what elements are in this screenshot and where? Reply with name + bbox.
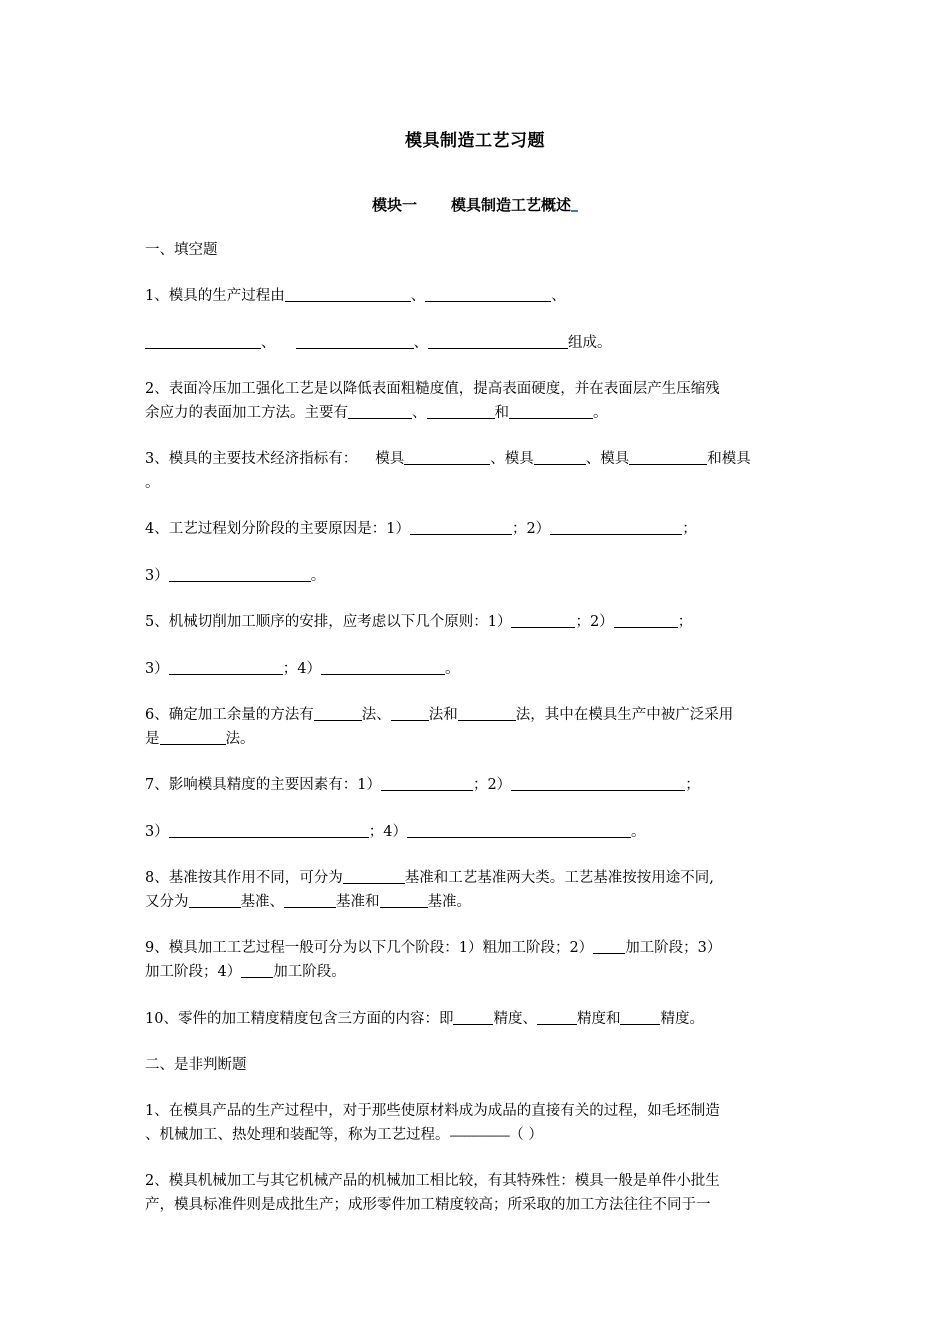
answer-blank[interactable] <box>404 449 490 465</box>
judge-2-line-2: 产，模具标准件则是成批生产；成形零件加工精度较高；所采取的加工方法往往不同于一 <box>145 1197 711 1213</box>
answer-blank[interactable] <box>425 286 551 302</box>
page-title: 模具制造工艺习题 <box>405 131 545 151</box>
question-2-line-2: 余应力的表面加工方法。主要有 、 和 。 <box>145 405 608 421</box>
answer-blank[interactable] <box>314 705 362 721</box>
answer-blank[interactable] <box>509 403 593 419</box>
answer-blank[interactable] <box>189 892 241 908</box>
question-7-line-1: 7、影响模具精度的主要因素有：1） ；2） ； <box>145 777 700 793</box>
answer-blank[interactable] <box>593 938 625 954</box>
answer-blank[interactable] <box>537 1009 577 1025</box>
question-7-line-2: 3） ；4） 。 <box>145 824 646 840</box>
question-5-line-1: 5、机械切削加工顺序的安排，应考虑以下几个原则：1） ；2） ； <box>145 614 693 630</box>
question-8-line-2: 又分为 基准、 基准和 基准。 <box>145 894 471 910</box>
question-2-line-1: 2、表面冷压加工强化工艺是以降低表面粗糙度值，提高表面硬度，并在表面层产生压缩残 <box>145 381 720 397</box>
answer-blank[interactable] <box>348 403 412 419</box>
module-label: 模块一 <box>371 196 417 214</box>
answer-blank[interactable] <box>160 729 226 745</box>
answer-blank[interactable] <box>453 1009 493 1025</box>
answer-blank[interactable] <box>620 1009 660 1025</box>
answer-blank[interactable] <box>458 705 516 721</box>
module-heading <box>0 194 950 215</box>
answer-blank[interactable] <box>241 962 273 978</box>
answer-blank[interactable] <box>407 822 631 838</box>
question-6-line-2: 是 法。 <box>145 731 255 747</box>
answer-blank[interactable] <box>534 449 586 465</box>
answer-blank[interactable] <box>343 868 405 884</box>
answer-blank[interactable] <box>169 822 369 838</box>
judge-2-line-1: 2、模具机械加工与其它机械产品的机械加工相比较，有其特殊性：模具一般是单件小批生 <box>145 1173 720 1189</box>
answer-blank[interactable] <box>145 333 261 349</box>
answer-blank[interactable] <box>381 775 473 791</box>
question-9-line-2: 加工阶段；4） 加工阶段。 <box>145 964 346 980</box>
answer-paren[interactable]: （ ） <box>509 1127 543 1143</box>
answer-blank[interactable] <box>427 403 495 419</box>
section-heading-true-false: 二、是非判断题 <box>145 1057 247 1073</box>
answer-blank[interactable] <box>511 775 685 791</box>
answer-blank[interactable] <box>284 892 336 908</box>
answer-blank[interactable] <box>410 519 512 535</box>
answer-blank[interactable] <box>321 659 445 675</box>
question-4-line-2: 3） 。 <box>145 568 326 584</box>
answer-blank[interactable] <box>391 705 429 721</box>
answer-blank[interactable] <box>169 566 311 582</box>
answer-blank[interactable] <box>296 333 414 349</box>
question-3-line-2: 。 <box>145 475 160 491</box>
question-8-line-1: 8、基准按其作用不同，可分为 基准和工艺基准两大类。工艺基准按按用途不同, <box>145 870 714 886</box>
answer-blank[interactable] <box>380 892 428 908</box>
question-5-line-2: 3） ；4） 。 <box>145 661 460 677</box>
module-title: 模具制造工艺概述 <box>451 196 572 214</box>
question-9-line-1: 9、模具加工工艺过程一般可分为以下几个阶段：1）粗加工阶段；2） 加工阶段；3） <box>145 940 722 956</box>
question-1-line-2: 、 、 组成。 <box>145 331 810 355</box>
question-6-line-1: 6、确定加工余量的方法有 法、 法和 法，其中在模具生产中被广泛采用 <box>145 707 734 723</box>
answer-blank[interactable] <box>511 612 575 628</box>
answer-blank[interactable] <box>614 612 678 628</box>
question-4-line-1: 4、工艺过程划分阶段的主要原因是：1） ；2） ； <box>145 521 697 537</box>
question-3-line-1: 3、模具的主要技术经济指标有： 模具 、模具 、模具 和模具 <box>145 451 751 467</box>
text-cursor <box>571 196 578 212</box>
question-1-line-1: 1、模具的生产过程由 、 、 <box>145 288 566 304</box>
judge-1-line-1: 1、在模具产品的生产过程中，对于那些使原材料成为成品的直接有关的过程，如毛坯制造 <box>145 1103 720 1119</box>
answer-blank[interactable] <box>428 333 568 349</box>
question-10-line-1: 10、零件的加工精度精度包含三方面的内容：即 精度、 精度和 精度。 <box>145 1011 704 1027</box>
answer-blank[interactable] <box>285 286 411 302</box>
judge-1-line-2: 、机械加工、热处理和装配等，称为工艺过程。----------------------（ ） <box>145 1127 543 1143</box>
answer-blank[interactable] <box>550 519 682 535</box>
answer-blank[interactable] <box>629 449 707 465</box>
answer-blank[interactable] <box>169 659 283 675</box>
section-heading-fill: 一、填空题 <box>145 242 218 258</box>
